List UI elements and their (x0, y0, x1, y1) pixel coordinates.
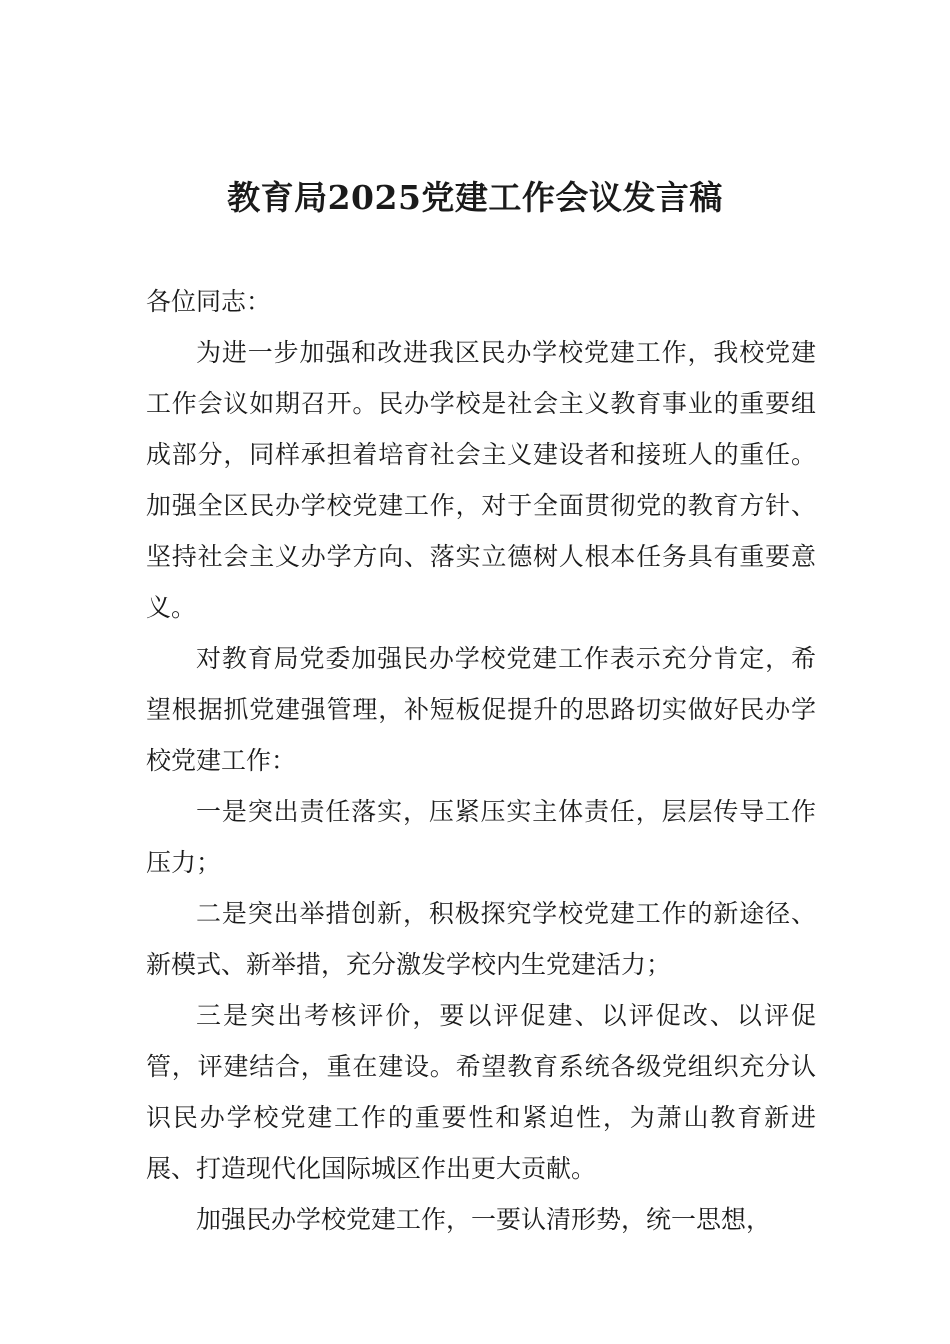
paragraph-intro: 为进一步加强和改进我区民办学校党建工作，我校党建工作会议如期召开。民办学校是社会主义教育事业的重要组成部分，同样承担着培育社会主义建设者和接班人的重任。加强全区民办学校党建工作，对于全面贯彻党的教育方针、坚持社会主义办学方向、落实立德树人根本任务具有重要意义。 (146, 338, 816, 622)
paragraph-point-three: 三是突出考核评价，要以评促建、以评促改、以评促管，评建结合，重在建设。希望教育系统各级党组织充分认识民办学校党建工作的重要性和紧迫性，为萧山教育新进展、打造现代化国际城区作出更大贡献。 (146, 1001, 816, 1183)
document-body (146, 276, 816, 1245)
paragraph-point-one: 一是突出责任落实，压紧压实主体责任，层层传导工作压力； (146, 797, 816, 877)
paragraph-affirmation: 对教育局党委加强民办学校党建工作表示充分肯定，希望根据抓党建强管理，补短板促提升的思路切实做好民办学校党建工作： (146, 644, 816, 775)
paragraph-continuation: 加强民办学校党建工作，一要认清形势，统一思想， (196, 1205, 772, 1234)
document-title: 教育局2025党建工作会议发言稿 (227, 178, 723, 217)
paragraph-point-two: 二是突出举措创新，积极探究学校党建工作的新途径、新模式、新举措，充分激发学校内生党建活力； (146, 899, 816, 979)
salutation: 各位同志： (146, 287, 272, 316)
